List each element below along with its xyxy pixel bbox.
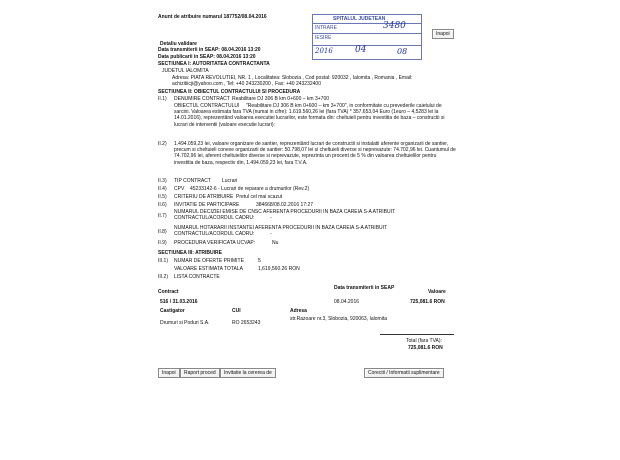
column-contract: Contract: [158, 289, 179, 295]
column-cui: CUI: [232, 308, 241, 314]
ii9-number: II.9): [158, 240, 167, 246]
total-value: 725,081.6 RON: [408, 345, 443, 351]
invitation-value: 384668/08.02.2016 17:27: [256, 202, 313, 208]
stamp-title: SPITALUL JUDETEAN: [333, 16, 386, 22]
contract-type-label: TIP CONTRACT: [174, 178, 211, 184]
winner-cui: RO 2653243: [232, 320, 261, 326]
registration-stamp: [312, 14, 422, 60]
column-winner: Castigator: [160, 308, 185, 314]
corrections-button[interactable]: Corectii / Informatii suplimentare: [364, 368, 444, 378]
total-separator: [380, 334, 454, 335]
invitation-button[interactable]: Invitatie la cererea de: [220, 368, 276, 378]
authority-address: Adresa: PIATA REVOLUTIEI, NR. 1 , Localitatea: Slobozia , Cod postal: 920032 , Ialomita , Romania , Email:: [172, 75, 413, 81]
award-criterion-label: CRITERIU DE ATRIBUIRE: [174, 194, 234, 200]
court-decision-value: -: [270, 231, 272, 237]
estimated-value-label: VALOARE ESTIMATA TOTALA: [174, 266, 243, 272]
ii7-number: II.7): [158, 213, 167, 219]
offers-value: 5: [258, 258, 261, 264]
stamp-exit: IESIRE: [315, 35, 332, 41]
ii5-number: II.5): [158, 194, 167, 200]
cpv-value: 45233142-6 - Lucrari de reparare a drumurilor (Rev.2): [190, 186, 310, 192]
column-value: Valoare: [428, 289, 446, 295]
offers-label: NUMAR DE OFERTE PRIMITE: [174, 258, 244, 264]
authority-name: JUDETUL IALOMITA: [162, 68, 209, 74]
authority-contact: achizitiicji@yahoo.com , Tel: +40 243230200 , Fax: +40 243232400: [172, 81, 321, 87]
section-1-title: SECTIUNEA I: AUTORITATEA CONTRACTANTA: [158, 61, 270, 67]
stamp-handwritten-number: 3480: [383, 21, 406, 31]
ii4-number: II.4): [158, 186, 167, 192]
court-decision-label-2: CONTRACTUL/ACORDUL CADRU:: [174, 231, 255, 237]
stamp-handwritten-year: 2016: [315, 47, 333, 55]
iii1-number: III.1): [158, 258, 169, 264]
stamp-handwritten-month: 04: [355, 45, 367, 55]
cnsc-decision-label-1: NUMARUL DECIZIEI EMISE DE CNSC AFERENTA PROCEDURII IN BAZA CAREIA S-A ATRIBUIT: [174, 209, 396, 215]
contract-object-text: "Reabilitare DJ 306 B km 0+600 – km 3+700", in conformitate cu prevederile caietului de sarcini. Valoarea estimata fara TVA (numai in cifre): 1.619.560,26 lei (fara TVA) * 357.653,04 Euro (1euro – 4,5283 lei la 14.01.2016), reprezentând valoarea executiei lucrarilor, este formata din: cheltuieli pentru investitia de baza – constructii si lucrari de interventii (valoare executie lucrari):: [174, 103, 445, 128]
column-seap-date: Data transmiterii in SEAP: [334, 285, 395, 291]
cnsc-decision-value: -: [270, 215, 272, 221]
ii2-number: II.2): [158, 141, 167, 147]
estimated-value: 1,619,560.26 RON: [258, 266, 300, 272]
ii1-number: II.1): [158, 96, 167, 102]
winner-name: Drumuri si Poduri S.A.: [160, 320, 210, 326]
court-decision-label-1: NUMARUL HOTARARII INSTANTEI AFERENTA PROCEDURII IN BAZA CAREIA S-A ATRIBUIT: [174, 225, 388, 231]
ucvap-label: PROCEDURA VERIFICATA UCVAP:: [174, 240, 256, 246]
winner-address: str.Razoare nr.3, Slobozia, 920063, Ialomita: [290, 316, 388, 322]
stamp-handwritten-day: 08: [397, 47, 408, 56]
contract-name-value: Reabilitare DJ 306 B km 0+600 – km 3+700: [232, 96, 329, 102]
contract-value-breakdown: 1.494.059,23 lei, valoare organizare de santier, reprezentând lucrari de constructii si instalatii aferente organizarii de santier, precum si cheltuieli conexe organizarii de santier: 50.798,07 lei si cheltuieli diverse si neprevazute: 74.702,96 lei. Cuantumul de 74.702,96 lei, aferent cheltuielilor diverse si neprevazute, reprezinta un procent de 5 % din valoarea cheltuielilor pentru investitia de baza, respectiv din, 1.494.059,23 lei, fara T.V.A.: [174, 141, 456, 166]
contract-name-label: DENUMIRE CONTRACT: [174, 96, 230, 102]
contract-type-value: Lucrari: [222, 178, 238, 184]
iii2-number: III.2): [158, 274, 169, 280]
ii3-number: II.3): [158, 178, 167, 184]
ucvap-value: Nu: [272, 240, 279, 246]
cnsc-decision-label-2: CONTRACTUL/ACORDUL CADRU:: [174, 215, 255, 221]
contract-value: 725,081.6 RON: [410, 299, 445, 305]
contract-number[interactable]: 516 / 31.03.2016: [160, 299, 198, 305]
document-header: Anunt de atribuire numarul 187752/08.04.2016: [158, 14, 267, 20]
section-3-title: SECTIUNEA III: ATRIBUIRE: [158, 250, 222, 256]
print-button[interactable]: Inapoi: [432, 29, 454, 39]
stamp-entry: INTRARE: [315, 25, 337, 31]
award-criterion-value: Pretul cel mai scazut: [236, 194, 283, 200]
contracts-list-label: LISTA CONTRACTE: [174, 274, 220, 280]
invitation-label: INVITATIE DE PARTICIPARE: [174, 202, 240, 208]
seap-publish-date: Data publicarii in SEAP: 08.04.2016 13:20: [158, 54, 256, 60]
total-label: Total (fara TVA):: [406, 338, 442, 344]
seap-transmit-date: Data transmiterii in SEAP: 08.04.2016 13:20: [158, 47, 261, 53]
section-2-title: SECTIUNEA II: OBIECTUL CONTRACTULUI SI PROCEDURA: [158, 89, 301, 95]
ii8-number: II.8): [158, 229, 167, 235]
contract-seap-date: 08.04.2016: [334, 299, 360, 305]
back-button[interactable]: Inapoi: [158, 368, 180, 378]
column-address: Adresa: [290, 308, 307, 314]
details-title: Detaliu validare: [160, 41, 197, 47]
ii6-number: II.6): [158, 202, 167, 208]
cpv-label: CPV: [174, 186, 185, 192]
procedure-report-button[interactable]: Raport proced: [180, 368, 220, 378]
contract-object-label: OBIECTUL CONTRACTULUI: [174, 103, 240, 109]
